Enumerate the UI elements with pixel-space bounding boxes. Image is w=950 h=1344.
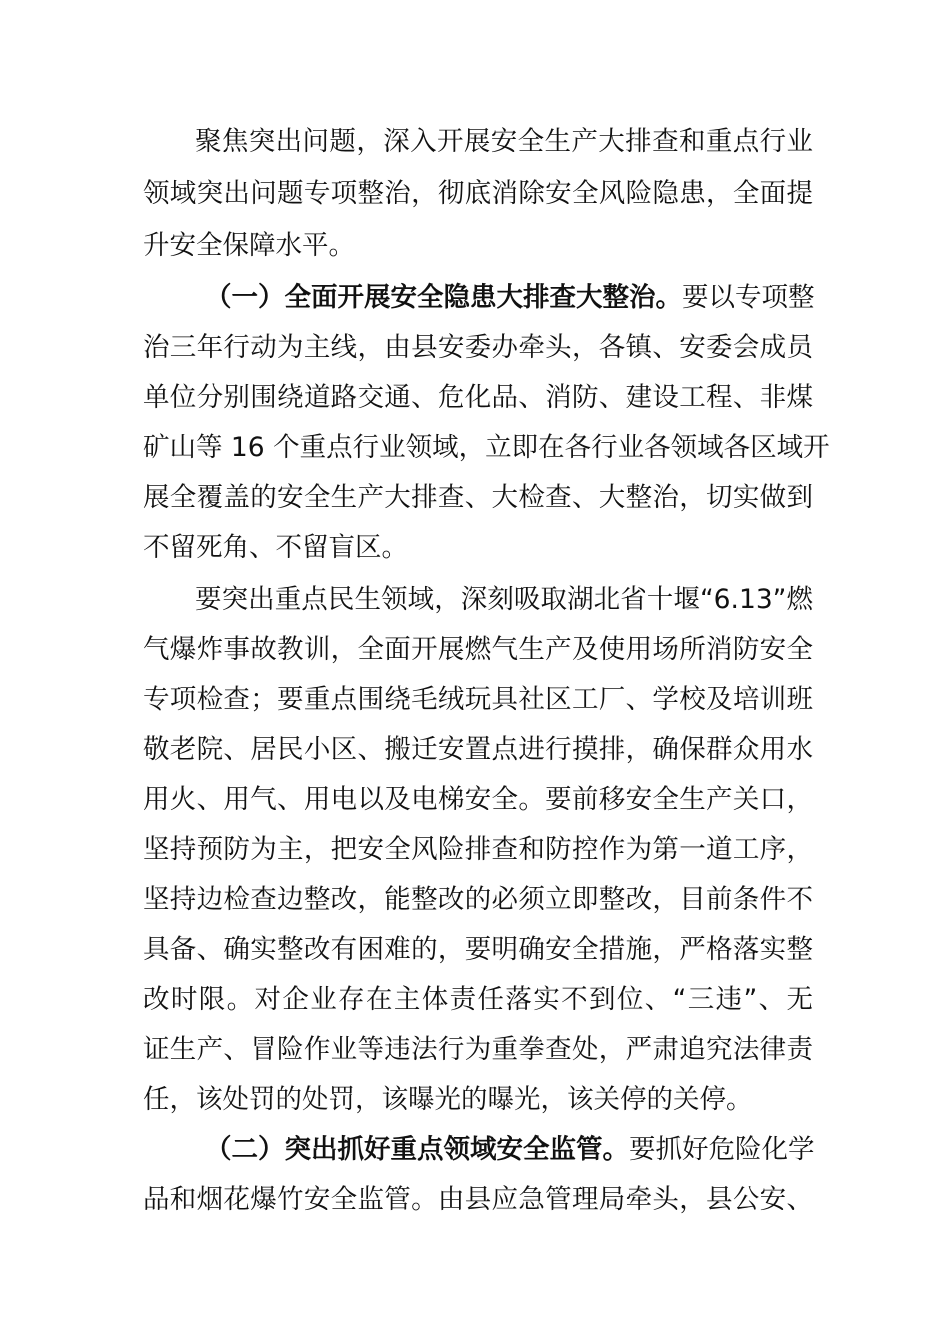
text-line: 单位分别围绕道路交通、危化品、消防、建设工程、非煤 <box>143 382 813 413</box>
heading-continuation: 要以专项整 <box>682 282 815 313</box>
text-line: 气爆炸事故教训，全面开展燃气生产及使用场所消防安全 <box>143 634 813 665</box>
text-line: 坚持预防为主，把安全风险排查和防控作为第一道工序， <box>143 834 813 865</box>
text-line: 改时限。对企业存在主体责任落实不到位、“三违”、无 <box>143 984 813 1015</box>
text-line: 矿山等 16 个重点行业领域，立即在各行业各领域各区域开 <box>143 432 830 463</box>
text-line: 聚焦突出问题，深入开展安全生产大排查和重点行业 <box>195 126 813 157</box>
text-line: 证生产、冒险作业等违法行为重拳查处，严肃追究法律责 <box>143 1034 813 1065</box>
text-line: 坚持边检查边整改，能整改的必须立即整改，目前条件不 <box>143 884 813 915</box>
section-heading: （一）全面开展安全隐患大排查大整治。 <box>205 282 682 313</box>
text-line: 具备、确实整改有困难的，要明确安全措施，严格落实整 <box>143 934 813 965</box>
text-line: 治三年行动为主线，由县安委办牵头，各镇、安委会成员 <box>143 332 813 363</box>
section-heading-line <box>205 1130 813 1170</box>
text-line: 领域突出问题专项整治，彻底消除安全风险隐患，全面提 <box>143 178 813 209</box>
text-line: 任，该处罚的处罚，该曝光的曝光，该关停的关停。 <box>143 1084 753 1115</box>
text-line: 用火、用气、用电以及电梯安全。要前移安全生产关口， <box>143 784 813 815</box>
text-line: 展全覆盖的安全生产大排查、大检查、大整治，切实做到 <box>143 482 813 513</box>
text-line: 不留死角、不留盲区。 <box>143 532 408 563</box>
text-line: 品和烟花爆竹安全监管。由县应急管理局牵头，县公安、 <box>143 1184 813 1215</box>
heading-continuation: 要抓好危险化学 <box>629 1134 815 1165</box>
section-heading: （二）突出抓好重点领域安全监管。 <box>205 1134 629 1165</box>
text-line: 要突出重点民生领域，深刻吸取湖北省十堰“6.13”燃 <box>195 584 813 615</box>
text-line: 升安全保障水平。 <box>143 230 355 261</box>
section-heading-line <box>205 278 813 318</box>
text-line: 专项检查；要重点围绕毛绒玩具社区工厂、学校及培训班 <box>143 684 813 715</box>
text-line: 敬老院、居民小区、搬迁安置点进行摸排，确保群众用水 <box>143 734 813 765</box>
